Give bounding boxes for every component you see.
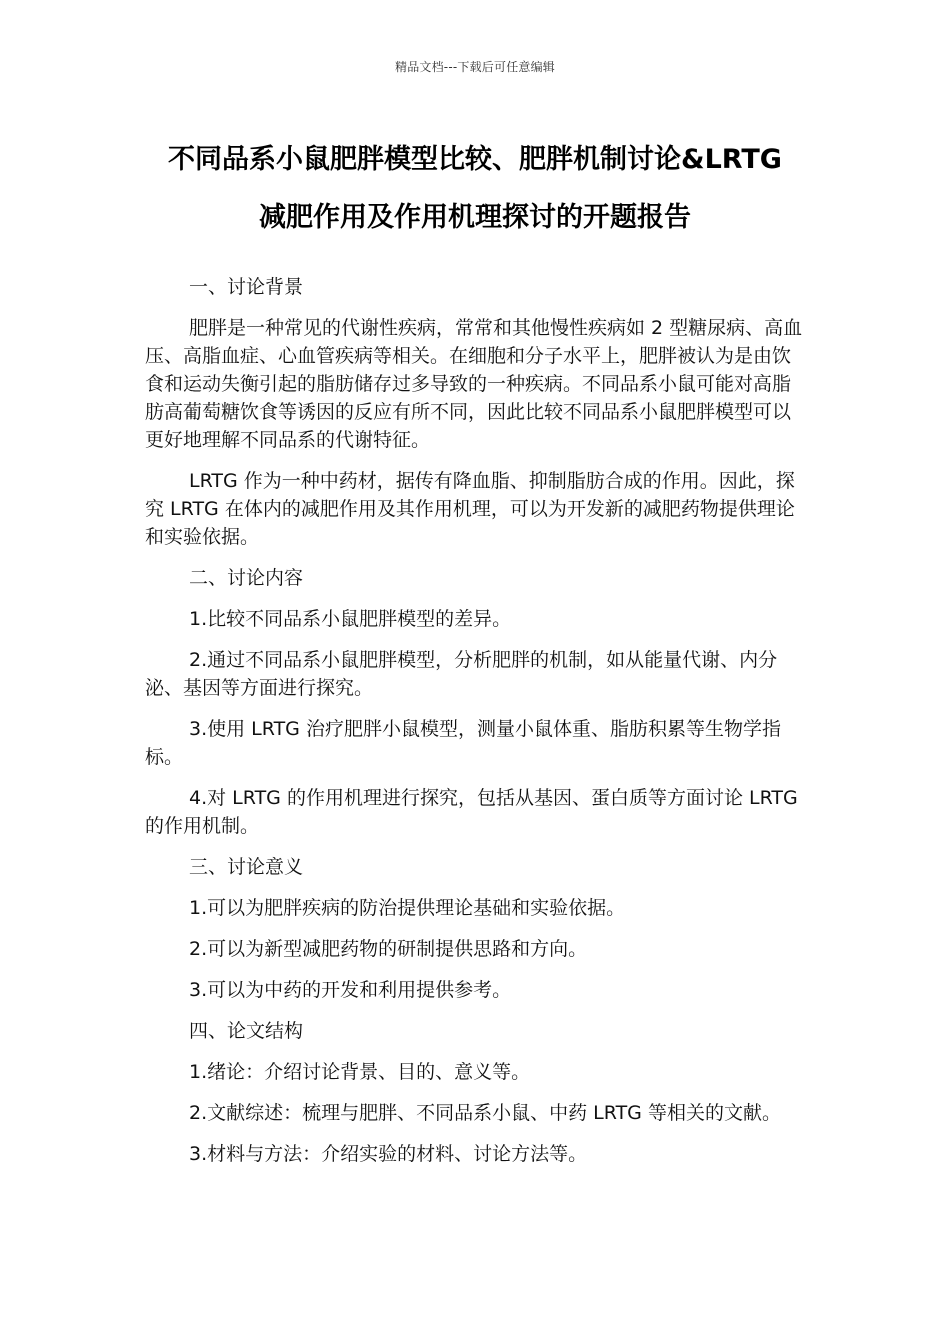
paragraph-background-obesity: 肥胖是一种常见的代谢性疾病，常常和其他慢性疾病如 2 型糖尿病、高血压、高脂血症、心血管疾病等相关。在细胞和分子水平上，肥胖被认为是由饮食和运动失衡引起的脂肪储存过多导致的一种疾病。不同品系小鼠可能对高脂肪高葡萄糖饮食等诱因的反应有所不同，因此比较不同品系小鼠肥胖模型可以更好地理解不同品系的代谢特征。: [145, 317, 803, 451]
page-header: 精品文档---下载后可任意编辑: [395, 60, 555, 74]
list-item-significance-1: 1.可以为肥胖疾病的防治提供理论基础和实验依据。: [189, 897, 626, 919]
document-body: [145, 273, 805, 1181]
document-title-line-2: 减肥作用及作用机理探讨的开题报告: [259, 202, 691, 233]
list-item-significance-3: 3.可以为中药的开发和利用提供参考。: [189, 979, 512, 1001]
list-item-content-4: 4.对 LRTG 的作用机理进行探究，包括从基因、蛋白质等方面讨论 LRTG 的作用机制。: [145, 787, 798, 837]
list-item-content-2: 2.通过不同品系小鼠肥胖模型，分析肥胖的机制，如从能量代谢、内分泌、基因等方面进行探究。: [145, 649, 778, 699]
document-title-line-1: 不同品系小鼠肥胖模型比较、肥胖机制讨论&LRTG: [168, 144, 782, 175]
list-item-significance-2: 2.可以为新型减肥药物的研制提供思路和方向。: [189, 938, 588, 960]
list-item-structure-1: 1.绪论：介绍讨论背景、目的、意义等。: [189, 1061, 531, 1083]
section-heading-content: 二、讨论内容: [189, 567, 304, 589]
section-heading-background: 一、讨论背景: [189, 276, 304, 298]
list-item-content-1: 1.比较不同品系小鼠肥胖模型的差异。: [189, 608, 512, 630]
list-item-content-3: 3.使用 LRTG 治疗肥胖小鼠模型，测量小鼠体重、脂肪积累等生物学指标。: [145, 718, 781, 768]
list-item-structure-3: 3.材料与方法：介绍实验的材料、讨论方法等。: [189, 1143, 588, 1165]
list-item-structure-2: 2.文献综述：梳理与肥胖、不同品系小鼠、中药 LRTG 等相关的文献。: [189, 1102, 781, 1124]
paragraph-background-lrtg: LRTG 作为一种中药材，据传有降血脂、抑制脂肪合成的作用。因此，探究 LRTG 在体内的减肥作用及其作用机理，可以为开发新的减肥药物提供理论和实验依据。: [145, 470, 795, 548]
section-heading-structure: 四、论文结构: [189, 1020, 304, 1042]
section-heading-significance: 三、讨论意义: [189, 856, 304, 878]
